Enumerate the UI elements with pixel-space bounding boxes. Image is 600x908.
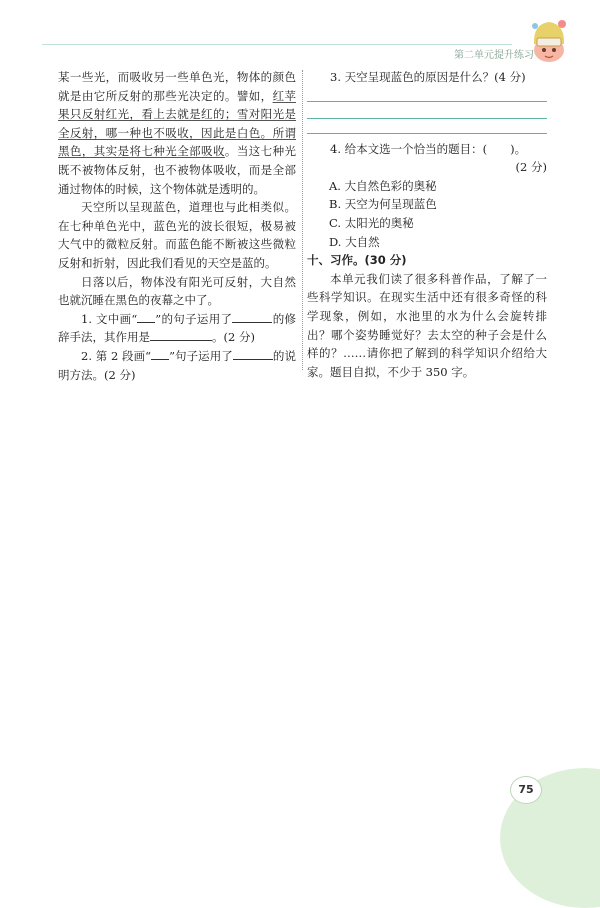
column-divider	[302, 70, 303, 370]
essay-prompt: 本单元我们读了很多科普作品，了解了一些科学知识。在现实生活中还有很多奇怪的科学现象，例如，水池里的水为什么会旋转排出？哪个姿势睡觉好？去太空的种子会是什么样的？……请你把了解到的科学知识介绍给大家。题目自拟，不少于 350 字。	[307, 271, 547, 379]
left-column	[58, 68, 296, 384]
section-title: 十、习作。(30 分)	[307, 253, 407, 268]
answer-blank[interactable]	[150, 328, 212, 341]
unit-title: 第二单元提升练习	[454, 50, 534, 61]
option-d[interactable]: D. 大自然	[329, 234, 380, 249]
mark-sample-blank	[151, 347, 169, 360]
page-number: 75	[510, 776, 542, 804]
answer-blank[interactable]	[232, 310, 272, 323]
header-rule	[42, 44, 512, 45]
underlined-sentence: 红苹果只反射红光，看上去就是红的；雪对阳光是全反射，哪一种也不吸收，因此是白色。所谓黑色，其实是将七种光全部吸收	[58, 88, 296, 159]
passage-paragraph-2: 天空所以呈现蓝色，道理也与此相类似。在七种单色光中，蓝色光的波长很短，极易被大气中的微粒反射。而蓝色能不断被这些微粒反射和折射，因此我们看见的天空是蓝的。	[58, 200, 296, 270]
right-column	[307, 68, 547, 381]
question-2: 2. 第 2 段画“ ”句子运用了 的说明方法。(2 分)	[58, 348, 296, 382]
option-b[interactable]: B. 天空为何呈现蓝色	[329, 197, 437, 212]
mascot-icon	[527, 14, 569, 64]
answer-blank[interactable]	[233, 347, 273, 360]
option-a[interactable]: A. 大自然色彩的奥秘	[329, 178, 437, 193]
option-c[interactable]: C. 太阳光的奥秘	[329, 215, 414, 230]
passage-paragraph-3: 日落以后，物体没有阳光可反射，大自然也就沉睡在黑色的夜幕之中了。	[58, 274, 296, 308]
question-1: 1. 文中画“ ”的句子运用了 的修辞手法，其作用是 。(2 分)	[58, 311, 297, 345]
question-4-points: (2 分)	[515, 160, 547, 175]
question-3: 3. 天空呈现蓝色的原因是什么？(4 分)	[330, 70, 526, 84]
passage-paragraph-1: 某一些光，而吸收另一些单色光，物体的颜色就是由它所反射的那些光决定的。譬如，红苹果只反射红光，看上去就是红的；雪对阳光是全反射，哪一种也不吸收，因此是白色。所谓黑色，其实是将七种光全部吸收。当这七种光既不被物体反射，也不被物体吸收，而是全部通过物体的时候，这个物体就是透明的。	[58, 70, 297, 196]
mark-sample-blank	[137, 310, 155, 323]
question-4: 4. 给本文选一个恰当的题目：( )。	[330, 141, 527, 156]
